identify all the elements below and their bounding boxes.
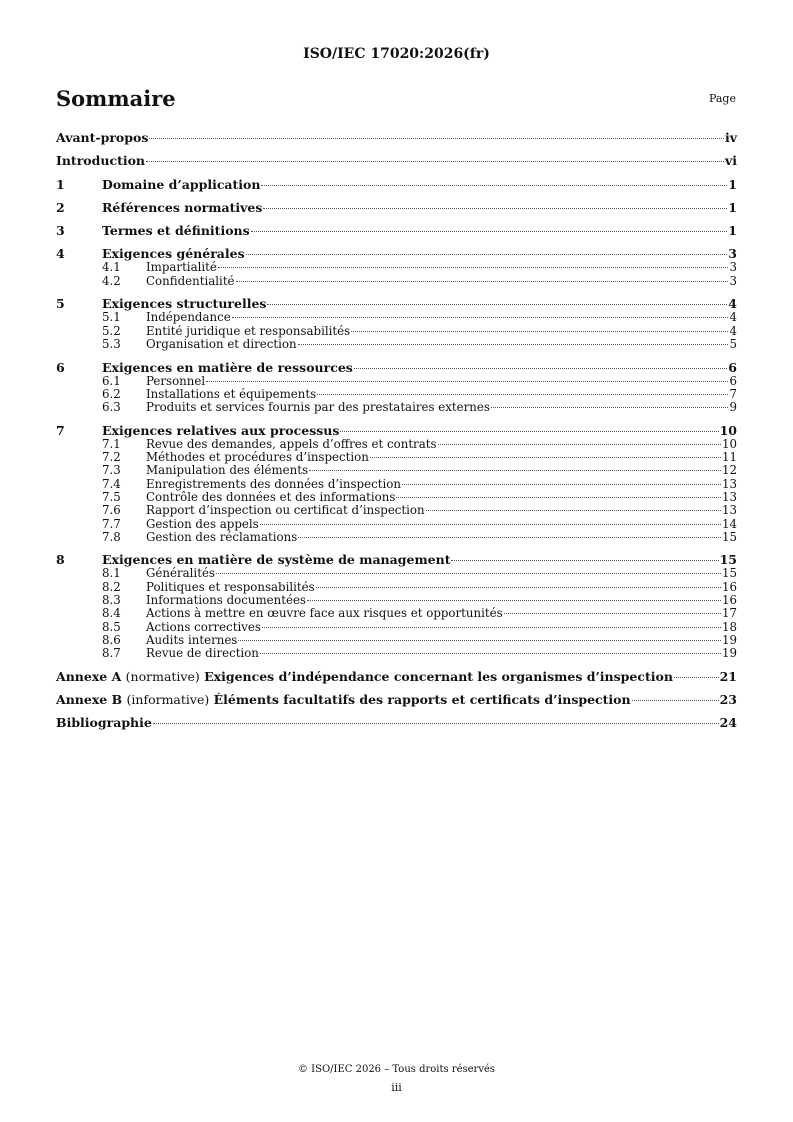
toc-entry-text: Exigences générales bbox=[102, 246, 245, 262]
toc-entry-8-4[interactable] bbox=[56, 607, 737, 620]
toc-entry-page: 15 bbox=[721, 529, 737, 544]
toc-entry-text: Audits internes bbox=[146, 632, 238, 647]
toc-leader-dots bbox=[236, 281, 729, 282]
toc-entry-text: Références normatives bbox=[102, 199, 263, 215]
toc-entry-number: 7.2 bbox=[102, 450, 121, 465]
toc-entry-page: 21 bbox=[719, 668, 737, 684]
toc-entry-number: 6.3 bbox=[102, 400, 121, 415]
toc-entry-section-2[interactable] bbox=[56, 200, 737, 215]
toc-entry-4-1[interactable] bbox=[56, 261, 737, 274]
toc-entry-text: Méthodes et procédures d’inspection bbox=[146, 450, 369, 465]
toc-entry-number: 7.5 bbox=[102, 489, 121, 504]
toc-entry-text: Personnel bbox=[146, 373, 206, 388]
toc-entry-text: Contrôle des données et des informations bbox=[146, 489, 396, 504]
toc-leader-dots bbox=[262, 627, 721, 628]
toc-entry-text: Revue de direction bbox=[146, 646, 259, 661]
toc-entry-section-1[interactable] bbox=[56, 177, 737, 192]
toc-entry-annexe-a[interactable] bbox=[56, 669, 737, 684]
toc-entry-page: 3 bbox=[728, 246, 737, 262]
toc-entry-number: 8 bbox=[56, 552, 65, 568]
toc-entry-8-7[interactable] bbox=[56, 647, 737, 660]
toc-entry-bibliographie[interactable] bbox=[56, 715, 737, 730]
toc-entry-text: Enregistrements des données d’inspection bbox=[146, 476, 401, 491]
footer-page-number: iii bbox=[391, 1081, 402, 1094]
toc-entry-number: 4.2 bbox=[102, 273, 121, 288]
toc-entry-7-8[interactable] bbox=[56, 531, 737, 544]
toc-entry-5-1[interactable] bbox=[56, 311, 737, 324]
toc-entry-number: 8.3 bbox=[102, 593, 121, 608]
toc-entry-number: 7.8 bbox=[102, 529, 121, 544]
table-of-contents bbox=[56, 130, 737, 730]
toc-entry-text bbox=[56, 669, 673, 684]
toc-entry-section-6[interactable] bbox=[56, 360, 737, 375]
toc-entry-8-6[interactable] bbox=[56, 634, 737, 647]
toc-leader-dots bbox=[674, 677, 719, 678]
toc-entry-page: 5 bbox=[729, 336, 737, 351]
toc-leader-dots bbox=[370, 457, 721, 458]
toc-entry-7-2[interactable] bbox=[56, 451, 737, 464]
toc-entry-text: Généralités bbox=[146, 566, 215, 581]
toc-entry-page: vi bbox=[724, 153, 737, 169]
toc-entry-7-7[interactable] bbox=[56, 518, 737, 531]
toc-leader-dots bbox=[354, 368, 727, 369]
toc-entry-number: 7.4 bbox=[102, 476, 121, 491]
toc-entry-page: 12 bbox=[721, 463, 737, 478]
toc-entry-page: 15 bbox=[719, 552, 737, 568]
page-column-label: Page bbox=[708, 92, 736, 105]
toc-entry-number: 4.1 bbox=[102, 260, 121, 275]
toc-entry-section-3[interactable] bbox=[56, 223, 737, 238]
toc-leader-dots bbox=[426, 510, 721, 511]
toc-entry-8-5[interactable] bbox=[56, 621, 737, 634]
toc-leader-dots bbox=[153, 723, 719, 724]
toc-entry-number: 7.3 bbox=[102, 463, 121, 478]
toc-entry-number: 5.1 bbox=[102, 310, 121, 325]
toc-entry-page: 10 bbox=[719, 422, 737, 438]
toc-entry-number: 7.1 bbox=[102, 436, 121, 451]
toc-entry-number: 2 bbox=[56, 199, 65, 215]
toc-leader-dots bbox=[218, 267, 729, 268]
toc-entry-text: Exigences relatives aux processus bbox=[102, 422, 340, 438]
toc-leader-dots bbox=[307, 600, 721, 601]
toc-entry-8-2[interactable] bbox=[56, 581, 737, 594]
toc-entry-page: 23 bbox=[719, 692, 737, 708]
toc-entry-annexe-b[interactable] bbox=[56, 692, 737, 707]
toc-entry-page: 17 bbox=[721, 606, 737, 621]
toc-entry-text: Rapport d’inspection ou certificat d’inspection bbox=[146, 503, 425, 518]
toc-leader-dots bbox=[317, 394, 728, 395]
toc-entry-7-4[interactable] bbox=[56, 478, 737, 491]
toc-leader-dots bbox=[298, 344, 729, 345]
toc-entry-page: 10 bbox=[721, 436, 737, 451]
toc-entry-text: Actions correctives bbox=[146, 619, 261, 634]
toc-leader-dots bbox=[246, 254, 728, 255]
toc-leader-dots bbox=[351, 331, 728, 332]
toc-entry-text: Bibliographie bbox=[56, 715, 152, 731]
toc-entry-6-1[interactable] bbox=[56, 375, 737, 388]
toc-entry-avant-propos[interactable] bbox=[56, 130, 737, 145]
toc-entry-page: 13 bbox=[721, 489, 737, 504]
toc-entry-number: 8.6 bbox=[102, 632, 121, 647]
toc-leader-dots bbox=[491, 407, 729, 408]
toc-entry-page: 3 bbox=[729, 273, 737, 288]
toc-entry-text: Gestion des appels bbox=[146, 516, 259, 531]
toc-entry-text: Produits et services fournis par des prestataires externes bbox=[146, 400, 490, 415]
footer-copyright: © ISO/IEC 2026 – Tous droits réservés bbox=[297, 1064, 496, 1075]
toc-entry-page: 9 bbox=[729, 400, 737, 415]
toc-entry-number: 6.1 bbox=[102, 373, 121, 388]
toc-entry-page: 7 bbox=[729, 386, 737, 401]
toc-leader-dots bbox=[263, 208, 727, 209]
toc-entry-text: Entité juridique et responsabilités bbox=[146, 323, 351, 338]
toc-entry-text: Exigences en matière de ressources bbox=[102, 359, 353, 375]
toc-entry-8-1[interactable] bbox=[56, 567, 737, 580]
toc-entry-page: 19 bbox=[721, 646, 737, 661]
toc-entry-number: 4 bbox=[56, 246, 65, 262]
toc-entry-number: 1 bbox=[56, 176, 65, 192]
toc-entry-page: 6 bbox=[729, 373, 737, 388]
toc-entry-text: Exigences structurelles bbox=[102, 296, 267, 312]
toc-leader-dots bbox=[451, 560, 718, 561]
toc-leader-dots bbox=[206, 381, 728, 382]
toc-entry-number: 6 bbox=[56, 359, 65, 375]
toc-entry-number: 7.7 bbox=[102, 516, 121, 531]
toc-entry-text: Revue des demandes, appels d’offres et contrats bbox=[146, 436, 437, 451]
toc-entry-page: iv bbox=[724, 130, 737, 145]
toc-entry-page: 11 bbox=[721, 450, 737, 465]
toc-entry-page: 16 bbox=[721, 579, 737, 594]
toc-entry-page: 13 bbox=[721, 503, 737, 518]
toc-entry-text: Domaine d’application bbox=[102, 176, 261, 192]
toc-entry-number: 7.6 bbox=[102, 503, 121, 518]
toc-entry-text: Indépendance bbox=[146, 310, 231, 325]
toc-leader-dots bbox=[216, 573, 721, 574]
toc-entry-page: 4 bbox=[729, 310, 737, 325]
toc-entry-introduction[interactable] bbox=[56, 153, 737, 168]
toc-entry-6-3[interactable] bbox=[56, 401, 737, 414]
annex-label: Annexe A bbox=[56, 668, 122, 684]
toc-entry-page: 1 bbox=[728, 223, 737, 239]
toc-leader-dots bbox=[316, 587, 721, 588]
toc-leader-dots bbox=[396, 497, 721, 498]
toc-entry-text: Termes et définitions bbox=[102, 223, 250, 239]
toc-entry-page: 13 bbox=[721, 476, 737, 491]
toc-entry-text: Impartialité bbox=[146, 260, 217, 275]
toc-entry-4-2[interactable] bbox=[56, 275, 737, 288]
toc-entry-number: 8.2 bbox=[102, 579, 121, 594]
toc-entry-7-1[interactable] bbox=[56, 438, 737, 451]
document-id: ISO/IEC 17020:2026(fr) bbox=[303, 46, 490, 62]
toc-entry-number: 8.4 bbox=[102, 606, 121, 621]
toc-entry-number: 6.2 bbox=[102, 386, 121, 401]
toc-entry-page: 4 bbox=[728, 296, 737, 312]
toc-entry-number: 3 bbox=[56, 223, 65, 239]
toc-entry-text: Installations et équipements bbox=[146, 386, 317, 401]
toc-entry-number: 7 bbox=[56, 422, 65, 438]
toc-entry-text: Organisation et direction bbox=[146, 336, 297, 351]
toc-leader-dots bbox=[260, 524, 721, 525]
toc-leader-dots bbox=[251, 231, 728, 232]
toc-leader-dots bbox=[402, 484, 721, 485]
toc-leader-dots bbox=[309, 470, 721, 471]
toc-entry-page: 14 bbox=[721, 516, 737, 531]
toc-leader-dots bbox=[261, 185, 727, 186]
toc-entry-number: 8.5 bbox=[102, 619, 121, 634]
toc-entry-text: Politiques et responsabilités bbox=[146, 579, 315, 594]
toc-entry-page: 18 bbox=[721, 619, 737, 634]
toc-leader-dots bbox=[260, 653, 721, 654]
toc-entry-section-8[interactable] bbox=[56, 552, 737, 567]
toc-entry-page: 24 bbox=[719, 715, 737, 731]
toc-entry-7-5[interactable] bbox=[56, 491, 737, 504]
toc-leader-dots bbox=[340, 431, 718, 432]
annex-kind: (normative) bbox=[125, 668, 200, 684]
annex-kind: (informative) bbox=[126, 692, 210, 708]
toc-entry-page: 19 bbox=[721, 632, 737, 647]
toc-entry-number: 5.3 bbox=[102, 336, 121, 351]
page-title: Sommaire bbox=[56, 86, 176, 111]
toc-leader-dots bbox=[298, 537, 721, 538]
toc-entry-number: 5.2 bbox=[102, 323, 121, 338]
toc-entry-text: Avant-propos bbox=[56, 130, 149, 145]
toc-entry-page: 4 bbox=[729, 323, 737, 338]
toc-entry-section-5[interactable] bbox=[56, 296, 737, 311]
toc-leader-dots bbox=[438, 444, 721, 445]
toc-leader-dots bbox=[632, 700, 719, 701]
toc-entry-section-7[interactable] bbox=[56, 423, 737, 438]
toc-entry-text: Confidentialité bbox=[146, 273, 235, 288]
toc-entry-text: Manipulation des éléments bbox=[146, 463, 309, 478]
toc-entry-page: 1 bbox=[728, 176, 737, 192]
toc-entry-number: 5 bbox=[56, 296, 65, 312]
toc-entry-text: Informations documentées bbox=[146, 593, 306, 608]
toc-entry-page: 6 bbox=[728, 359, 737, 375]
toc-entry-number: 8.1 bbox=[102, 566, 121, 581]
toc-entry-7-6[interactable] bbox=[56, 504, 737, 517]
annex-label: Annexe B bbox=[56, 692, 123, 708]
toc-entry-6-2[interactable] bbox=[56, 388, 737, 401]
toc-entry-section-4[interactable] bbox=[56, 246, 737, 261]
toc-entry-text: Exigences en matière de système de management bbox=[102, 552, 451, 568]
toc-entry-8-3[interactable] bbox=[56, 594, 737, 607]
toc-leader-dots bbox=[238, 640, 721, 641]
toc-entry-5-2[interactable] bbox=[56, 325, 737, 338]
toc-entry-7-3[interactable] bbox=[56, 464, 737, 477]
toc-entry-text bbox=[56, 692, 631, 707]
toc-entry-number: 8.7 bbox=[102, 646, 121, 661]
toc-entry-text: Gestion des réclamations bbox=[146, 529, 298, 544]
toc-entry-page: 15 bbox=[721, 566, 737, 581]
toc-leader-dots bbox=[232, 317, 729, 318]
toc-entry-page: 16 bbox=[721, 593, 737, 608]
toc-entry-5-3[interactable] bbox=[56, 338, 737, 351]
annex-title: Exigences d’indépendance concernant les organismes d’inspection bbox=[204, 668, 673, 684]
annex-title: Éléments facultatifs des rapports et certificats d’inspection bbox=[213, 692, 631, 708]
toc-entry-text: Introduction bbox=[56, 153, 146, 169]
toc-leader-dots bbox=[149, 138, 724, 139]
toc-entry-text: Actions à mettre en œuvre face aux risques et opportunités bbox=[146, 606, 503, 621]
toc-entry-page: 3 bbox=[729, 260, 737, 275]
toc-leader-dots bbox=[504, 613, 721, 614]
toc-entry-page: 1 bbox=[728, 199, 737, 215]
toc-leader-dots bbox=[267, 304, 727, 305]
toc-leader-dots bbox=[146, 161, 724, 162]
